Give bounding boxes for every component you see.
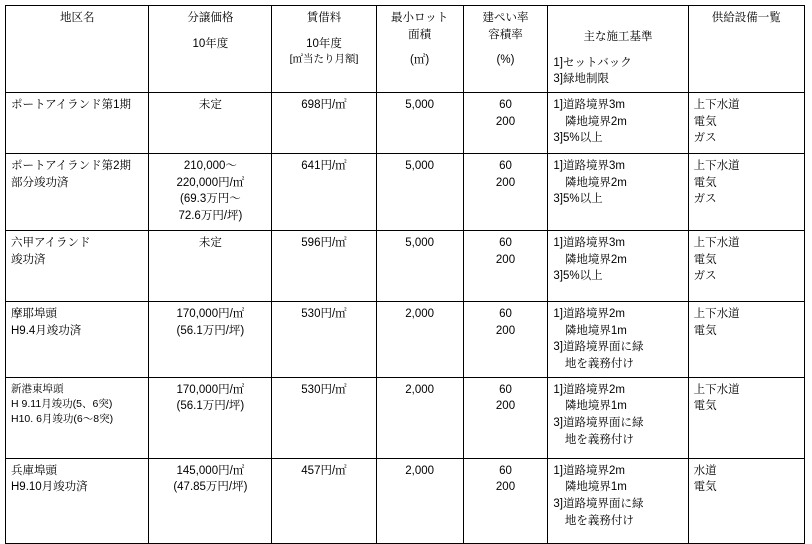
cell-utilities xyxy=(688,231,804,302)
utilities-line-2: 電気 xyxy=(693,481,717,494)
ratio-line-1: 60 xyxy=(499,464,512,477)
district-line: 竣功済 xyxy=(11,253,46,266)
cell-utilities xyxy=(688,93,804,154)
header-district-line-1: 地区名 xyxy=(59,12,95,24)
ratio-line-1: 60 xyxy=(499,308,512,320)
standards-line-2: 隣地境界1m xyxy=(553,400,627,413)
ratio-line-1: 60 xyxy=(499,99,512,111)
cell-standards xyxy=(548,93,688,154)
cell-sale-price xyxy=(149,154,272,231)
sale-price-line: 210,000～ xyxy=(183,160,237,172)
district-line: ポートアイランド第2期 xyxy=(11,160,132,172)
header-standards-line-1: 主な施工基準 xyxy=(583,30,653,43)
standards-line-2: 隣地境界2m xyxy=(553,176,627,189)
header-spacer xyxy=(277,27,370,36)
min-lot-line: 5,000 xyxy=(405,160,435,172)
ratio-line-1: 60 xyxy=(499,160,512,172)
sale-price-line: 145,000円/㎡ xyxy=(176,464,245,477)
sale-price-line: 170,000円/㎡ xyxy=(176,308,245,320)
sale-price-line: 170,000円/㎡ xyxy=(176,383,245,396)
standards-line-1: 1]道路境界3m xyxy=(553,237,625,249)
sale-price-line: 72.6万円/坪) xyxy=(178,210,243,223)
cell-standards xyxy=(548,458,688,543)
min-lot-line: 5,000 xyxy=(405,99,435,111)
header-standards-line-2: 1]セットバック xyxy=(553,56,632,69)
standards-line-4: 地を義務付け xyxy=(553,358,634,371)
header-spacer xyxy=(469,43,543,52)
ratio-line-2: 200 xyxy=(495,115,516,128)
ratio-line-2: 200 xyxy=(495,400,516,413)
table-row xyxy=(6,458,805,543)
utilities-line-3: ガス xyxy=(693,193,717,206)
standards-line-3: 3]道路境界面に緑 xyxy=(553,341,644,354)
sale-price-line: 220,000円/㎡ xyxy=(176,176,245,189)
cell-district xyxy=(6,154,149,231)
sale-price-line: 未定 xyxy=(198,99,222,111)
district-line: 六甲アイランド xyxy=(11,237,91,249)
rent-line: 596円/㎡ xyxy=(301,237,347,249)
ratio-line-2: 200 xyxy=(495,253,516,266)
cell-rent xyxy=(272,154,376,231)
sale-price-line: (56.1万円/坪) xyxy=(176,400,245,413)
cell-rent xyxy=(272,302,376,378)
header-rent-line-1: 賃借料 xyxy=(306,12,342,24)
cell-ratio xyxy=(463,93,548,154)
standards-line-2: 隣地境界1m xyxy=(553,324,627,337)
min-lot-line: 5,000 xyxy=(405,237,435,249)
sale-price-line: 未定 xyxy=(198,237,222,249)
cell-utilities xyxy=(688,302,804,378)
standards-line-3: 3]5%以上 xyxy=(553,270,603,283)
standards-line-1: 1]道路境界2m xyxy=(553,383,625,396)
header-min-lot-line-2: 面積 xyxy=(408,28,432,41)
cell-ratio xyxy=(463,302,548,378)
utilities-line-2: 電気 xyxy=(693,400,717,413)
document-sheet xyxy=(0,5,812,538)
header-rent-line-3: [㎡当たり月額] xyxy=(289,53,359,66)
cell-utilities xyxy=(688,154,804,231)
cell-district xyxy=(6,93,149,154)
ratio-line-1: 60 xyxy=(499,237,512,249)
cell-ratio xyxy=(463,231,548,302)
district-line: 部分竣功済 xyxy=(11,176,69,189)
standards-line-2: 隣地境界2m xyxy=(553,115,627,128)
district-line: 兵庫埠頭 xyxy=(11,464,57,477)
standards-line-3: 3]5%以上 xyxy=(553,132,603,145)
cell-district xyxy=(6,377,149,458)
standards-line-1: 1]道路境界3m xyxy=(553,160,625,172)
table-row xyxy=(6,154,805,231)
rent-line: 530円/㎡ xyxy=(301,308,347,320)
cell-min-lot xyxy=(376,93,463,154)
cell-ratio xyxy=(463,377,548,458)
cell-rent xyxy=(272,93,376,154)
header-min-lot-line-1: 最小ロット xyxy=(390,12,449,24)
cell-rent xyxy=(272,458,376,543)
cell-standards xyxy=(548,377,688,458)
header-standards xyxy=(548,6,688,93)
cell-min-lot xyxy=(376,458,463,543)
min-lot-line: 2,000 xyxy=(405,383,435,396)
header-spacer xyxy=(553,46,682,55)
rent-line: 698円/㎡ xyxy=(301,99,347,111)
cell-district xyxy=(6,231,149,302)
cell-standards xyxy=(548,154,688,231)
header-district xyxy=(6,6,149,93)
cell-district xyxy=(6,458,149,543)
cell-ratio xyxy=(463,458,548,543)
cell-min-lot xyxy=(376,231,463,302)
cell-rent xyxy=(272,231,376,302)
district-line: H9.10月竣功済 xyxy=(11,481,88,494)
header-spacer xyxy=(154,27,266,36)
utilities-line-2: 電気 xyxy=(693,176,717,189)
cell-min-lot xyxy=(376,302,463,378)
header-min-lot xyxy=(376,6,463,93)
header-ratio-line-1: 建ぺい率 xyxy=(482,12,529,24)
district-line: 摩耶埠頭 xyxy=(11,308,57,320)
standards-line-3: 3]5%以上 xyxy=(553,193,603,206)
utilities-line-1: 上下水道 xyxy=(693,308,740,320)
header-sale-price-line-2: 10年度 xyxy=(192,37,229,50)
district-line: 新港東埠頭 xyxy=(11,382,64,395)
header-utilities-line-1: 供給設備一覧 xyxy=(711,12,781,24)
ratio-line-2: 200 xyxy=(495,481,516,494)
min-lot-line: 2,000 xyxy=(405,464,435,477)
header-sale-price xyxy=(149,6,272,93)
cell-ratio xyxy=(463,154,548,231)
land-lot-conditions-table xyxy=(5,5,805,544)
table-header xyxy=(6,6,805,93)
standards-line-1: 1]道路境界2m xyxy=(553,464,625,477)
utilities-line-1: 上下水道 xyxy=(693,383,740,396)
rent-line: 641円/㎡ xyxy=(301,160,347,172)
header-utilities xyxy=(688,6,804,93)
min-lot-line: 2,000 xyxy=(405,308,435,320)
district-line: H9.4月竣功済 xyxy=(11,324,82,337)
standards-line-4: 地を義務付け xyxy=(553,433,634,446)
cell-sale-price xyxy=(149,93,272,154)
ratio-line-2: 200 xyxy=(495,176,516,189)
standards-line-4: 地を義務付け xyxy=(553,514,634,527)
utilities-line-1: 上下水道 xyxy=(693,237,740,249)
table-row xyxy=(6,231,805,302)
cell-min-lot xyxy=(376,154,463,231)
ratio-line-1: 60 xyxy=(499,383,512,396)
rent-line: 457円/㎡ xyxy=(301,464,347,477)
cell-rent xyxy=(272,377,376,458)
header-min-lot-line-3: (㎡) xyxy=(410,54,430,67)
standards-line-2: 隣地境界1m xyxy=(553,481,627,494)
standards-line-3: 3]道路境界面に緑 xyxy=(553,498,644,511)
header-standards-line-3: 3]緑地制限 xyxy=(553,73,609,86)
cell-sale-price xyxy=(149,458,272,543)
cell-sale-price xyxy=(149,231,272,302)
district-line: H10. 6月竣功(6～8突) xyxy=(11,413,114,426)
standards-line-2: 隣地境界2m xyxy=(553,253,627,266)
table-row xyxy=(6,377,805,458)
utilities-line-1: 上下水道 xyxy=(693,160,740,172)
cell-standards xyxy=(548,231,688,302)
district-line: ポートアイランド第1期 xyxy=(11,99,132,111)
header-sale-price-line-1: 分譲価格 xyxy=(187,12,234,24)
utilities-line-2: 電気 xyxy=(693,324,717,337)
standards-line-1: 1]道路境界2m xyxy=(553,308,625,320)
utilities-line-1: 上下水道 xyxy=(693,99,740,111)
header-ratio-line-2: 容積率 xyxy=(488,28,523,41)
district-line: H 9.11月竣功(5、6突) xyxy=(11,397,113,410)
cell-sale-price xyxy=(149,302,272,378)
sale-price-line: (47.85万円/坪) xyxy=(173,481,248,494)
standards-line-3: 3]道路境界面に緑 xyxy=(553,417,644,430)
header-ratio-line-3: (%) xyxy=(496,54,515,67)
header-rent-line-2: 10年度 xyxy=(306,37,342,50)
standards-line-1: 1]道路境界3m xyxy=(553,99,625,111)
table-row xyxy=(6,302,805,378)
table-row xyxy=(6,93,805,154)
cell-sale-price xyxy=(149,377,272,458)
utilities-line-3: ガス xyxy=(693,132,717,145)
table-header-row xyxy=(6,6,805,93)
cell-district xyxy=(6,302,149,378)
rent-line: 530円/㎡ xyxy=(301,383,347,396)
utilities-line-1: 水道 xyxy=(693,464,717,477)
utilities-line-2: 電気 xyxy=(693,115,717,128)
cell-utilities xyxy=(688,377,804,458)
table-body xyxy=(6,93,805,544)
header-ratio xyxy=(463,6,548,93)
cell-standards xyxy=(548,302,688,378)
utilities-line-3: ガス xyxy=(693,270,717,283)
cell-min-lot xyxy=(376,377,463,458)
header-rent xyxy=(272,6,376,93)
header-spacer xyxy=(382,43,458,52)
sale-price-line: (69.3万円～ xyxy=(180,193,241,206)
utilities-line-2: 電気 xyxy=(693,253,717,266)
ratio-line-2: 200 xyxy=(495,324,516,337)
cell-utilities xyxy=(688,458,804,543)
sale-price-line: (56.1万円/坪) xyxy=(176,324,245,337)
